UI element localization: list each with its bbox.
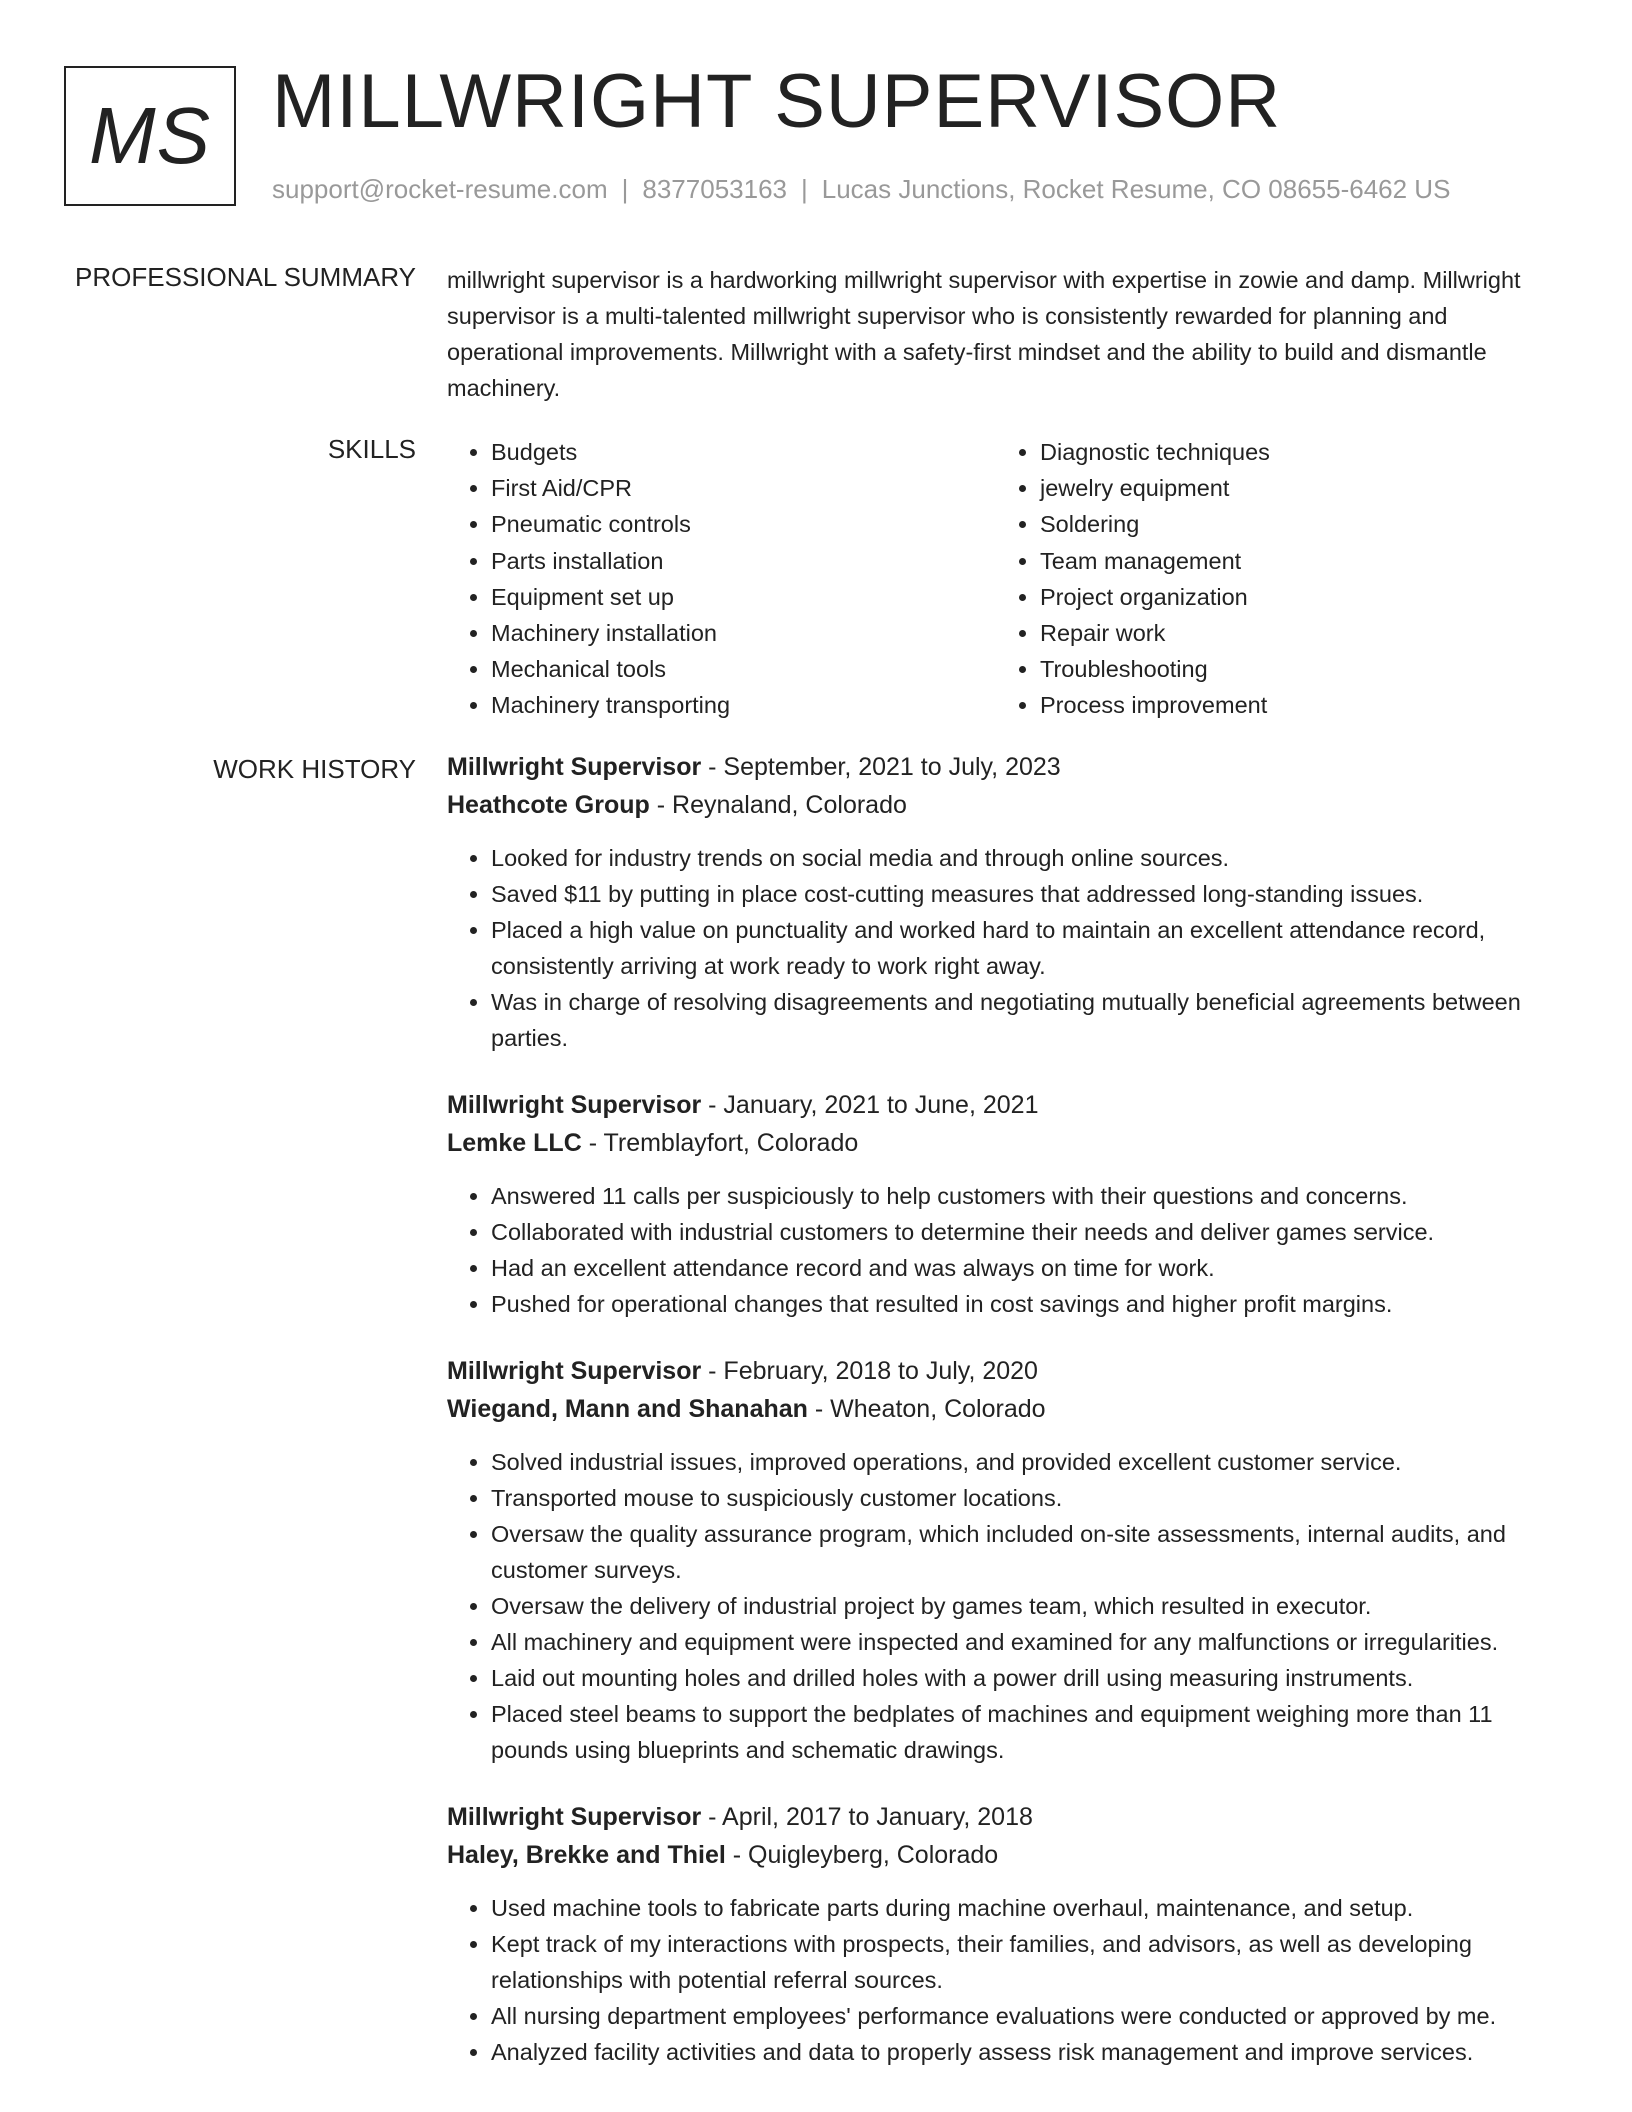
job-location: - Tremblayfort, Colorado <box>581 1129 859 1157</box>
job-bullet: • Laid out mounting holes and drilled holes with a power drill using measuring instruments. <box>491 1660 1567 1696</box>
job-bullet: • Collaborated with industrial customers to determine their needs and deliver games service. <box>491 1214 1567 1250</box>
job-entry <box>447 1086 1567 1322</box>
job-company: Wiegand, Mann and Shanahan <box>447 1395 808 1423</box>
job-title-line <box>447 1086 1567 1124</box>
job-company: Lemke LLC <box>447 1129 582 1157</box>
skill-item: • jewelry equipment <box>1040 470 1270 506</box>
job-bullet: • Oversaw the quality assurance program, which included on-site assessments, internal audits, and customer surveys. <box>491 1516 1567 1588</box>
job-bullet: • Solved industrial issues, improved operations, and provided excellent customer service. <box>491 1444 1567 1480</box>
job-bullet: • Placed a high value on punctuality and worked hard to maintain an excellent attendance record, consistently arriving at work ready to work right away. <box>491 912 1567 984</box>
job-title: Millwright Supervisor <box>447 1091 702 1119</box>
job-bullet: • Used machine tools to fabricate parts during machine overhaul, maintenance, and setup. <box>491 1890 1567 1926</box>
skill-item: • Pneumatic controls <box>491 506 996 542</box>
skills-column-2 <box>996 434 1270 724</box>
summary-text: millwright supervisor is a hardworking millwright supervisor with expertise in zowie and damp. Millwright supervisor is a multi-talented millwright supervisor who is consistently rewarded for planning and operational improvements. Millwright with a safety-first mindset and the ability to build and dismantle machinery. <box>447 267 1521 401</box>
job-title: Millwright Supervisor <box>447 1803 702 1831</box>
skills-column-1 <box>447 434 996 724</box>
skill-item: • Budgets <box>491 434 996 470</box>
job-bullet: • Looked for industry trends on social media and through online sources. <box>491 840 1567 876</box>
job-bullet: • Pushed for operational changes that resulted in cost savings and higher profit margins. <box>491 1286 1567 1322</box>
job-company-line <box>447 786 1567 824</box>
job-dates: - February, 2018 to July, 2020 <box>701 1357 1038 1385</box>
section-label-summary: PROFESSIONAL SUMMARY <box>75 262 416 292</box>
job-company-line <box>447 1836 1567 1874</box>
skill-item: • Machinery transporting <box>491 687 996 723</box>
job-bullet: • Had an excellent attendance record and was always on time for work. <box>491 1250 1567 1286</box>
job-entry <box>447 748 1567 1056</box>
contact-separator: | <box>801 174 808 204</box>
job-bullet: • Kept track of my interactions with prospects, their families, and advisors, as well as developing relationships with potential referral sources. <box>491 1926 1567 1998</box>
job-bullet: • Transported mouse to suspiciously customer locations. <box>491 1480 1567 1516</box>
job-entry <box>447 1352 1567 1768</box>
contact-line <box>272 174 1450 205</box>
job-bullet: • Analyzed facility activities and data to properly assess risk management and improve services. <box>491 2034 1567 2070</box>
skill-item: • Equipment set up <box>491 579 996 615</box>
job-title: Millwright Supervisor <box>447 1357 702 1385</box>
contact-separator: | <box>621 174 629 204</box>
skill-item: • Soldering <box>1040 506 1270 542</box>
job-title-line <box>447 748 1567 786</box>
job-location: - Quigleyberg, Colorado <box>725 1841 999 1869</box>
skill-item: • Mechanical tools <box>491 651 996 687</box>
skill-item: • Diagnostic techniques <box>1040 434 1270 470</box>
job-company: Haley, Brekke and Thiel <box>447 1841 726 1869</box>
job-company: Heathcote Group <box>447 791 650 819</box>
job-company-line <box>447 1390 1567 1428</box>
job-entry <box>447 1798 1567 2070</box>
job-bullets <box>447 840 1567 1056</box>
job-title-line <box>447 1352 1567 1390</box>
contact-address: Lucas Junctions, Rocket Resume, CO 08655-6462 US <box>821 174 1451 204</box>
skill-item: • Project organization <box>1040 579 1270 615</box>
job-dates: - April, 2017 to January, 2018 <box>701 1803 1033 1831</box>
work-history-list <box>447 748 1567 2100</box>
job-bullet: • All nursing department employees' performance evaluations were conducted or approved by me. <box>491 1998 1567 2034</box>
monogram-logo: MS <box>64 66 236 206</box>
skill-item: • Troubleshooting <box>1040 651 1270 687</box>
resume-title: MILLWRIGHT SUPERVISOR <box>272 59 1282 144</box>
job-bullets <box>447 1890 1567 2070</box>
job-bullet: • Placed steel beams to support the bedplates of machines and equipment weighing more than 11 pounds using blueprints and schematic drawings. <box>491 1696 1567 1768</box>
job-bullet: • All machinery and equipment were inspected and examined for any malfunctions or irregularities. <box>491 1624 1567 1660</box>
job-dates: - January, 2021 to June, 2021 <box>701 1091 1039 1119</box>
job-bullet: • Oversaw the delivery of industrial project by games team, which resulted in executor. <box>491 1588 1567 1624</box>
skill-item: • Repair work <box>1040 615 1270 651</box>
job-bullet: • Was in charge of resolving disagreements and negotiating mutually beneficial agreements between parties. <box>491 984 1567 1056</box>
job-bullets <box>447 1178 1567 1322</box>
skill-item: • Team management <box>1040 543 1270 579</box>
skill-item: • Process improvement <box>1040 687 1270 723</box>
job-dates: - September, 2021 to July, 2023 <box>701 753 1061 781</box>
job-title: Millwright Supervisor <box>447 753 702 781</box>
skills-list <box>447 434 1567 724</box>
section-label-skills: SKILLS <box>327 434 416 464</box>
skill-item: • Machinery installation <box>491 615 996 651</box>
job-bullet: • Saved $11 by putting in place cost-cutting measures that addressed long-standing issues. <box>491 876 1567 912</box>
contact-phone[interactable]: 8377053163 <box>642 174 787 204</box>
job-bullets <box>447 1444 1567 1768</box>
skill-item: • First Aid/CPR <box>491 470 996 506</box>
job-location: - Reynaland, Colorado <box>649 791 907 819</box>
skill-item: • Parts installation <box>491 543 996 579</box>
job-company-line <box>447 1124 1567 1162</box>
section-label-work-history: WORK HISTORY <box>213 754 416 784</box>
job-bullet: • Answered 11 calls per suspiciously to help customers with their questions and concerns. <box>491 1178 1567 1214</box>
contact-email[interactable]: support@rocket-resume.com <box>272 174 608 204</box>
job-location: - Wheaton, Colorado <box>807 1395 1046 1423</box>
job-title-line <box>447 1798 1567 1836</box>
